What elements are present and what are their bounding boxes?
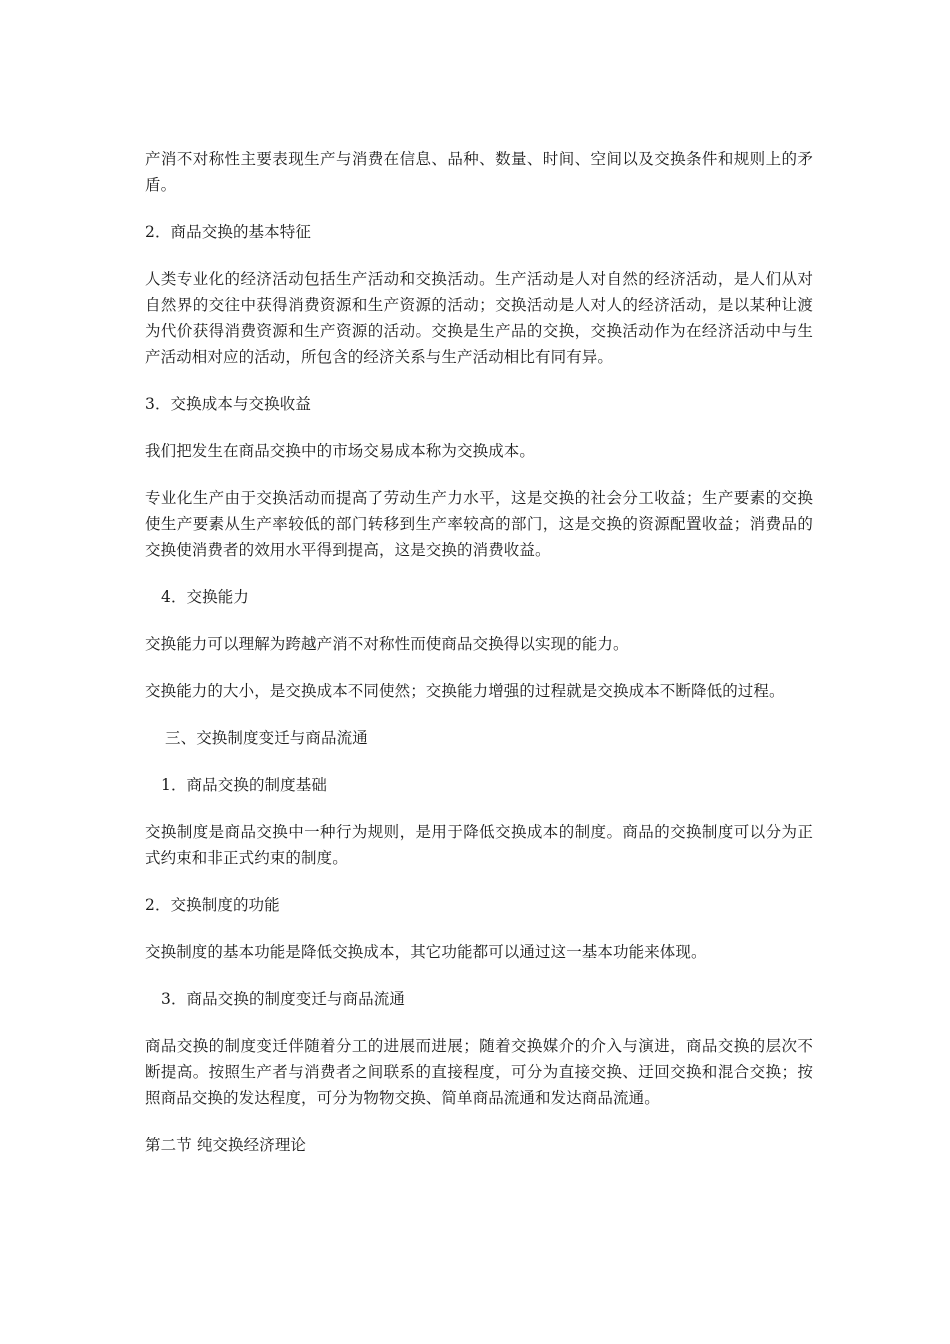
paragraph-institutional-change: 商品交换的制度变迁伴随着分工的进展而进展；随着交换媒介的介入与演进，商品交换的层次不断提高。按照生产者与消费者之间联系的直接程度，可分为直接交换、迂回交换和混合交换；按照商品交换的发达程度，可分为物物交换、简单商品流通和发达商品流通。	[145, 1037, 813, 1107]
paragraph-institution-function: 交换制度的基本功能是降低交换成本，其它功能都可以通过这一基本功能来体现。	[145, 943, 707, 961]
paragraph-capacity-definition: 交换能力可以理解为跨越产消不对称性而使商品交换得以实现的能力。	[145, 635, 629, 653]
paragraph-asymmetry: 产消不对称性主要表现生产与消费在信息、品种、数量、时间、空间以及交换条件和规则上的矛盾。	[145, 150, 813, 194]
document-page	[145, 146, 813, 1179]
heading-section-two: 第二节 纯交换经济理论	[145, 1136, 307, 1154]
paragraph-capacity-size: 交换能力的大小，是交换成本不同使然；交换能力增强的过程就是交换成本不断降低的过程。	[145, 682, 785, 700]
heading-exchange-features: 2．商品交换的基本特征	[145, 223, 311, 241]
paragraph-institutional-basis: 交换制度是商品交换中一种行为规则，是用于降低交换成本的制度。商品的交换制度可以分为正式约束和非正式约束的制度。	[145, 823, 813, 867]
heading-section-three: 三、交换制度变迁与商品流通	[165, 729, 368, 747]
heading-institution-function: 2．交换制度的功能	[145, 896, 280, 914]
heading-exchange-capacity: 4．交换能力	[161, 588, 249, 606]
paragraph-exchange-features: 人类专业化的经济活动包括生产活动和交换活动。生产活动是人对自然的经济活动，是人们从对自然界的交往中获得消费资源和生产资源的活动；交换活动是人对人的经济活动，是以某种让渡为代价获得消费资源和生产资源的活动。交换是生产品的交换，交换活动作为在经济活动中与生产活动相对应的活动，所包含的经济关系与生产活动相比有同有异。	[145, 270, 813, 366]
paragraph-cost-definition: 我们把发生在商品交换中的市场交易成本称为交换成本。	[145, 442, 536, 460]
heading-institutional-change: 3．商品交换的制度变迁与商品流通	[161, 990, 405, 1008]
paragraph-benefits: 专业化生产由于交换活动而提高了劳动生产力水平，这是交换的社会分工收益；生产要素的交换使生产要素从生产率较低的部门转移到生产率较高的部门，这是交换的资源配置收益；消费品的交换使消费者的效用水平得到提高，这是交换的消费收益。	[145, 489, 813, 559]
heading-institutional-basis: 1．商品交换的制度基础	[161, 776, 327, 794]
heading-cost-benefit: 3．交换成本与交换收益	[145, 395, 311, 413]
